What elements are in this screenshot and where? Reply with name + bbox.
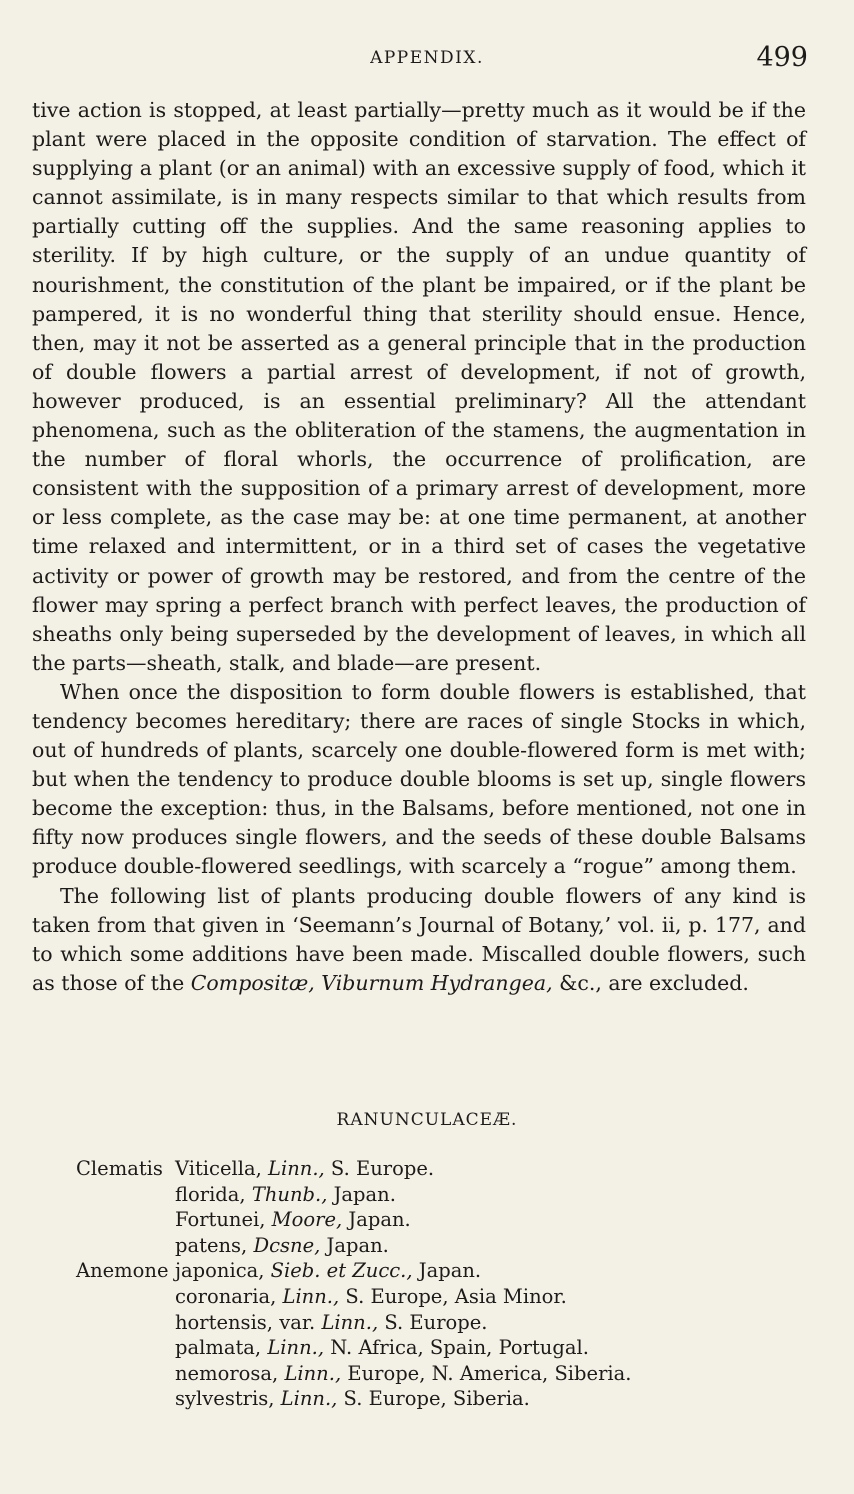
- authority: Thunb.,: [251, 1182, 328, 1206]
- species: florida,: [175, 1182, 246, 1206]
- region: S. Europe, Siberia.: [343, 1387, 530, 1411]
- authority: Linn.,: [282, 1284, 340, 1308]
- species: japonica,: [175, 1259, 265, 1283]
- genus: Clematis: [76, 1157, 163, 1180]
- authority: Linn.,: [268, 1157, 325, 1180]
- species-entry: [175, 1284, 567, 1310]
- region: Japan.: [326, 1233, 389, 1257]
- species-entry: [175, 1233, 389, 1259]
- list-intro-text: The following list of plants producing double flowers of any kind is taken from that given in ‘Seemann’s Journal of Botany,’ vol. ii, p. 177, and to which some additions have been made. Miscalled double flowers, such as those of the: [32, 883, 806, 995]
- region: Japan.: [333, 1182, 396, 1206]
- region: Japan.: [348, 1208, 411, 1232]
- list-item: [76, 1386, 816, 1412]
- species-entry: [175, 1182, 396, 1208]
- region: Europe, N. America, Siberia.: [347, 1361, 632, 1385]
- list-intro-italic: Compositæ, Viburnum Hydrangea,: [190, 970, 553, 995]
- species: Fortunei,: [175, 1208, 266, 1232]
- species: hortensis, var.: [175, 1310, 316, 1334]
- paragraph-list-intro: [32, 882, 806, 998]
- paragraph-hereditary: When once the disposition to form double flowers is established, that tendency becomes hereditary; there are races of single Stocks in which, out of hundreds of plants, scarcely one double-flowered form is met with; but when the tendency to produce double blooms is set up, single flowers become the exception: thus, in the Balsams, before mentioned, not one in fifty now produces single flowers, and the seeds of these double Balsams produce double-flowered seedlings, with scarcely a “rogue” among them.: [32, 679, 806, 879]
- species: nemorosa,: [175, 1361, 279, 1385]
- species: patens,: [175, 1233, 248, 1257]
- list-item: [76, 1233, 816, 1259]
- list-item: [76, 1310, 816, 1336]
- region: S. Europe.: [330, 1157, 435, 1180]
- plant-list: [76, 1156, 816, 1412]
- species-entry: [175, 1156, 434, 1182]
- authority: Linn.,: [267, 1336, 325, 1360]
- species-entry: [175, 1386, 530, 1412]
- authority: Sieb. et Zucc.,: [270, 1259, 413, 1283]
- authority: Dcsne,: [253, 1233, 321, 1257]
- region: N. Africa, Spain, Portugal.: [330, 1336, 589, 1360]
- region: Japan.: [418, 1259, 482, 1283]
- genus: Anemone: [76, 1259, 169, 1283]
- species-entry: [175, 1258, 481, 1284]
- list-item: [76, 1207, 816, 1233]
- authority: Linn.,: [280, 1387, 338, 1411]
- paragraph-continued: tive action is stopped, at least partially—pretty much as it would be if the plant were placed in the opposite condition of starvation. The effect of supplying a plant (or an animal) with an excessive supply of food, which it cannot assimilate, is in many respects similar to that which results from partially cutting off the supplies. And the same reasoning applies to sterility. If by high culture, or the supply of an undue quantity of nourishment, the constitution of the plant be impaired, or if the plant be pampered, it is no wonderful thing that sterility should ensue. Hence, then, may it not be asserted as a general principle that in the production of double flowers a partial arrest of development, if not of growth, however produced, is an essential preliminary? All the attendant phenomena, such as the obliteration of the stamens, the augmentation in the number of floral whorls, the occurrence of prolification, are consistent with the supposition of a primary arrest of development, more or less complete, as the case may be: at one time permanent, at another time relaxed and intermittent, or in a third set of cases the vegetative activity or power of growth may be restored, and from the centre of the flower may spring a perfect branch with perfect leaves, the production of sheaths only being superseded by the development of leaves, in which all the parts—sheath, stalk, and blade—are present.: [32, 98, 806, 675]
- species: Viticella,: [175, 1157, 262, 1180]
- species: coronaria,: [175, 1284, 277, 1308]
- page-number: 499: [756, 42, 808, 73]
- list-item: [76, 1156, 816, 1182]
- species-entry: [175, 1207, 411, 1233]
- running-head: [0, 42, 854, 76]
- region: S. Europe, Asia Minor.: [345, 1284, 567, 1308]
- section-heading: RANUNCULACEÆ.: [336, 1110, 518, 1130]
- body-text: [32, 96, 806, 998]
- species-entry: [175, 1361, 631, 1387]
- species: sylvestris,: [175, 1387, 275, 1411]
- species-entry: [175, 1310, 487, 1336]
- list-item: [76, 1284, 816, 1310]
- list-item: [76, 1258, 816, 1284]
- list-item: [76, 1361, 816, 1387]
- list-item: [76, 1182, 816, 1208]
- species: palmata,: [175, 1336, 262, 1360]
- list-item: [76, 1335, 816, 1361]
- authority: Linn.,: [284, 1361, 342, 1385]
- species-entry: [175, 1335, 589, 1361]
- authority: Linn.,: [321, 1310, 379, 1334]
- region: S. Europe.: [384, 1310, 488, 1334]
- authority: Moore,: [271, 1208, 343, 1232]
- list-intro-tail: &c., are excluded.: [552, 970, 749, 995]
- running-title: APPENDIX.: [370, 48, 484, 68]
